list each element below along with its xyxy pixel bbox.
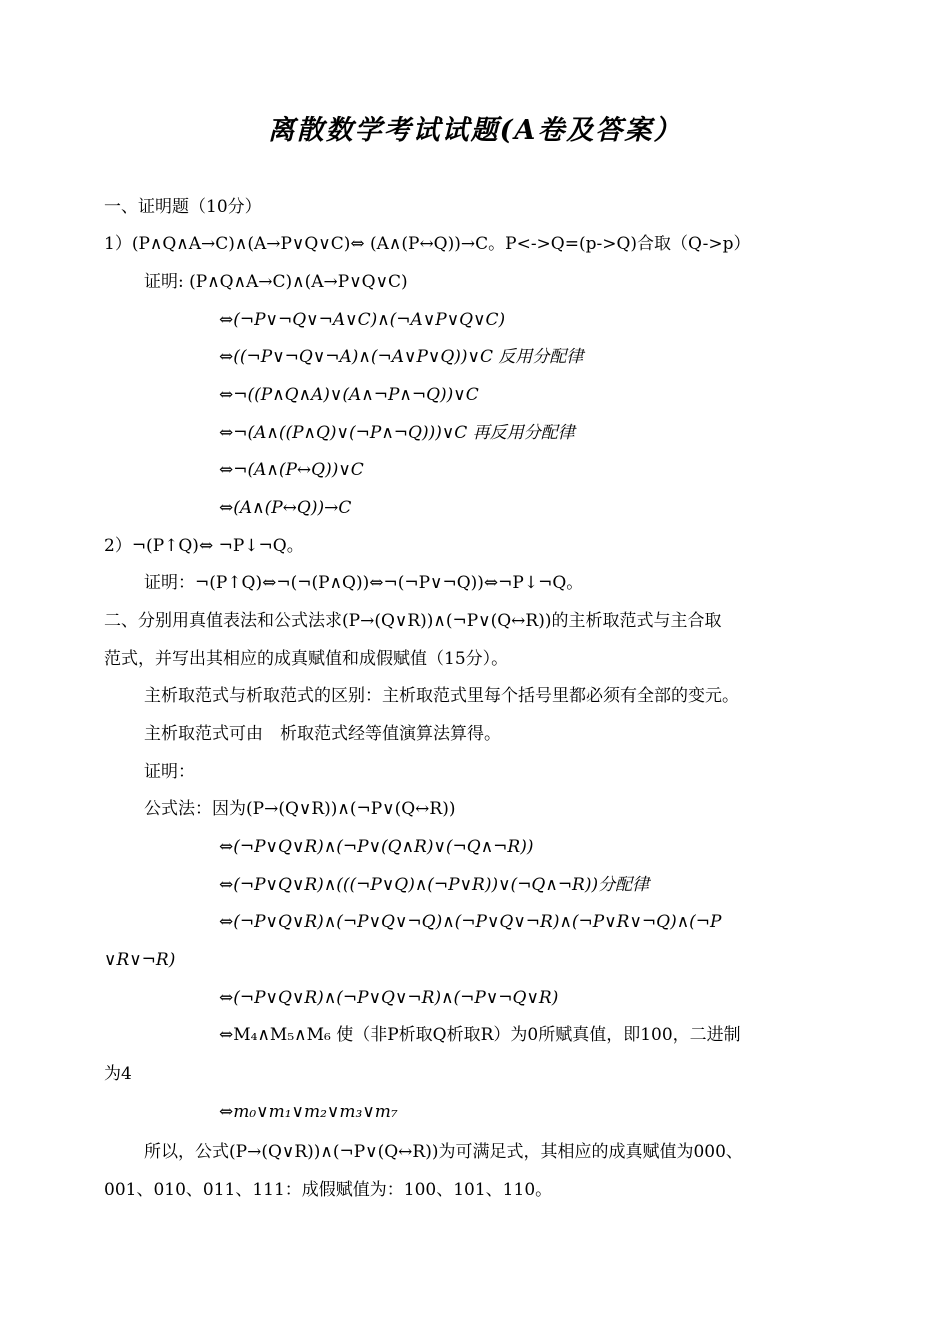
text-line: 所以，公式(P→(Q∨R))∧(¬P∨(Q↔R))为可满足式，其相应的成真赋值为000、 bbox=[144, 1142, 743, 1162]
text-line: ⇔M₄∧M₅∧M₆ 使（非P析取Q析取R）为0所赋真值，即100，二进制 bbox=[219, 1025, 741, 1045]
text-line: 主析取范式与析取范式的区别：主析取范式里每个括号里都必须有全部的变元。 bbox=[144, 686, 739, 706]
document-title: 离散数学考试试题(A卷及答案） bbox=[267, 115, 683, 146]
text-line: ⇔m₀∨m₁∨m₂∨m₃∨m₇ bbox=[219, 1102, 398, 1122]
text-line: ⇔(A∧(P↔Q))→C bbox=[219, 498, 352, 518]
text-line: ⇔(¬P∨¬Q∨¬A∨C)∧(¬A∨P∨Q∨C) bbox=[219, 310, 506, 330]
text-line: ⇔¬((P∧Q∧A)∨(A∧¬P∧¬Q))∨C bbox=[219, 385, 479, 405]
text-line: 一、证明题（10分） bbox=[104, 197, 262, 217]
text-line: 公式法：因为(P→(Q∨R))∧(¬P∨(Q↔R)) bbox=[144, 799, 456, 819]
text-line: ⇔(¬P∨Q∨R)∧(¬P∨(Q∧R)∨(¬Q∧¬R)) bbox=[219, 837, 534, 857]
text-line: ⇔(¬P∨Q∨R)∧(¬P∨Q∨¬R)∧(¬P∨¬Q∨R) bbox=[219, 988, 559, 1008]
text-line: 主析取范式可由 析取范式经等值演算法算得。 bbox=[144, 724, 501, 744]
text-line: 1）(P∧Q∧A→C)∧(A→P∨Q∨C)⇔ (A∧(P↔Q))→C。P<->Q=(p->Q)合取（Q->p） bbox=[104, 234, 751, 254]
text-line: ⇔(¬P∨Q∨R)∧(((¬P∨Q)∧(¬P∨R))∨(¬Q∧¬R))分配律 bbox=[219, 875, 650, 895]
text-line: 证明: (P∧Q∧A→C)∧(A→P∨Q∨C) bbox=[144, 272, 408, 292]
text-line: ⇔¬(A∧(P↔Q))∨C bbox=[219, 460, 364, 480]
text-line: ∨R∨¬R) bbox=[104, 950, 176, 970]
text-line: 二、分别用真值表法和公式法求(P→(Q∨R))∧(¬P∨(Q↔R))的主析取范式与主合取 bbox=[104, 611, 722, 631]
text-line: ⇔((¬P∨¬Q∨¬A)∧(¬A∨P∨Q))∨C 反用分配律 bbox=[219, 347, 584, 367]
text-line: 为4 bbox=[104, 1064, 132, 1084]
text-line: 2）¬(P↑Q)⇔ ¬P↓¬Q。 bbox=[104, 536, 304, 556]
text-line: 范式，并写出其相应的成真赋值和成假赋值（15分）。 bbox=[104, 649, 509, 669]
text-line: 证明：¬(P↑Q)⇔¬(¬(P∧Q))⇔¬(¬P∨¬Q))⇔¬P↓¬Q。 bbox=[144, 573, 584, 593]
text-line: ⇔(¬P∨Q∨R)∧(¬P∨Q∨¬Q)∧(¬P∨Q∨¬R)∧(¬P∨R∨¬Q)∧(¬P bbox=[219, 912, 722, 932]
text-line: 证明： bbox=[144, 762, 195, 782]
text-line: ⇔¬(A∧((P∧Q)∨(¬P∧¬Q)))∨C 再反用分配律 bbox=[219, 423, 575, 443]
text-line: 001、010、011、111：成假赋值为：100、101、110。 bbox=[104, 1180, 553, 1200]
